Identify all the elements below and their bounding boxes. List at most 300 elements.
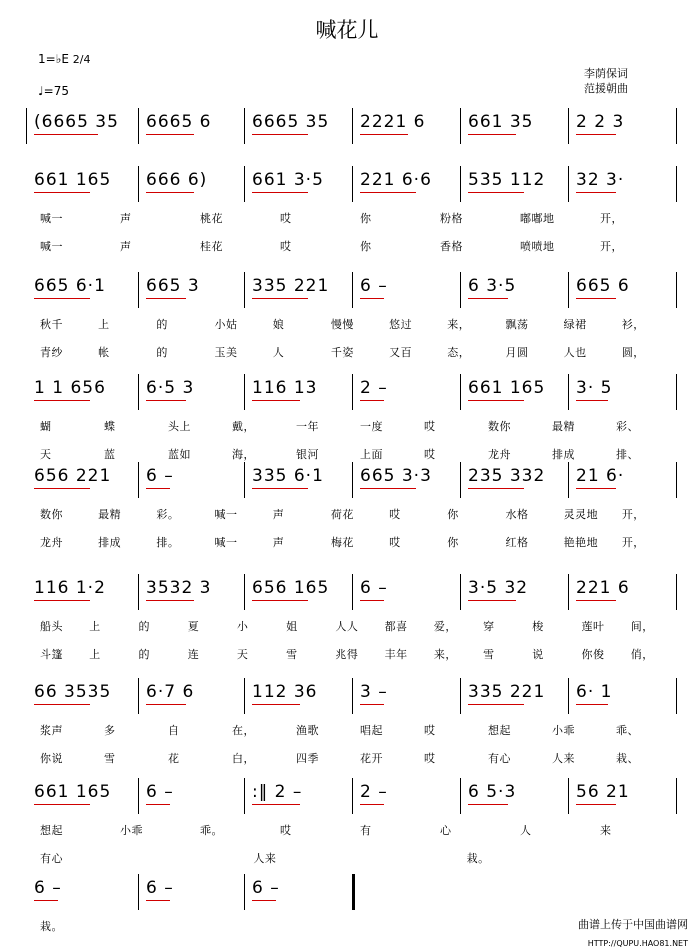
barline [244,462,245,498]
final-barline [352,874,355,910]
watermark-url: HTTP://QUPU.HAO81.NET [587,939,688,948]
measure-notes: 6 – [34,878,62,898]
lyric-word: 银河 [296,448,319,461]
lyric-word: 人 [272,346,285,359]
measure-notes: 66 3535 [34,682,112,702]
note-beam [146,192,194,193]
note-beam [468,134,516,135]
lyric-word: 头上 [168,420,191,433]
watermark-text: 曲谱上传于中国曲谱网 [578,918,688,931]
lyric-word: 梅花 [330,536,354,549]
measure-notes: 335 221 [252,276,330,296]
note-beam [468,804,508,805]
lyric-word: 来， [433,648,457,661]
lyric-word: 乖。 [200,824,223,837]
note-beam [252,488,308,489]
measure-notes: 6·7 6 [146,682,195,702]
note-beam [468,400,524,401]
barline [460,166,461,202]
lyric-word: 嘟嘟地 [520,212,555,225]
measure-notes: 6 – [146,466,174,486]
note-beam [146,900,170,901]
note-beam [252,134,308,135]
barline [138,462,139,498]
lyric-word: 莲叶 [581,620,605,633]
barline [244,778,245,814]
measure-notes: 665 6·1 [34,276,106,296]
lyric-word: 梭 [532,620,544,633]
lyric-word: 衫， [621,318,645,331]
barline [352,166,353,202]
lyric-word: 哎 [280,212,292,225]
lyric-word: 连 [187,648,200,661]
barline [568,272,569,308]
lyric-word: 彩、 [616,420,639,433]
measure-notes: 6 – [252,878,280,898]
barline [352,778,353,814]
lyric-word: 都喜 [384,620,408,633]
key-label: 1=♭E [38,52,69,66]
lyric-word: 哎 [389,536,401,549]
barline [676,374,677,410]
lyric-word: 桂花 [200,240,223,253]
measure-notes: 32 3· [576,170,625,190]
lyricist-credit: 李荫保词 [584,67,628,80]
lyric-word: 在， [232,724,255,737]
lyric-word: 姐 [286,620,298,633]
note-beam [34,134,98,135]
note-beam [146,400,186,401]
measure-notes: :‖ 2 – [252,782,303,802]
lyric-word: 蓝如 [168,448,191,461]
note-beam [576,192,616,193]
barline [138,166,139,202]
barline [568,678,569,714]
lyric-word: 爱， [433,620,457,633]
lyric-word: 帐 [98,346,110,359]
measure-notes: 3· 5 [576,378,613,398]
lyric-word: 排。 [156,536,180,549]
lyric-word: 人来 [253,852,277,865]
lyric-word: 蝶 [104,420,116,433]
barline [676,462,677,498]
key-signature [38,52,90,66]
note-beam [576,704,608,705]
lyric-word: 天 [236,648,249,661]
lyric-word: 唱起 [360,724,383,737]
measure-notes: 6 3·5 [468,276,517,296]
lyric-word: 开， [621,508,645,521]
lyric-word: 月圆 [505,346,529,359]
lyric-word: 上 [98,318,110,331]
barline [138,272,139,308]
note-beam [576,400,608,401]
lyric-word: 龙舟 [488,448,511,461]
lyric-word: 粉格 [440,212,463,225]
note-beam [468,192,524,193]
lyric-word: 白， [232,752,255,765]
barline [244,166,245,202]
lyric-word: 哎 [424,724,436,737]
lyric-word: 想起 [40,824,63,837]
measure-notes: 221 6·6 [360,170,432,190]
lyric-word: 龙舟 [40,536,63,549]
measure-notes: 3·5 32 [468,578,529,598]
note-beam [146,298,186,299]
measure-notes: 666 6) [146,170,208,190]
lyric-word: 桃花 [200,212,223,225]
measure-notes: 116 1·2 [34,578,106,598]
lyric-word: 多 [104,724,116,737]
measure-notes: 21 6· [576,466,625,486]
composer-credit: 范援朝曲 [584,82,628,95]
note-beam [360,400,384,401]
lyric-word: 上面 [360,448,383,461]
note-beam [34,298,90,299]
measure-notes: 6·5 3 [146,378,195,398]
lyric-word: 夏 [187,620,200,633]
lyric-word: 玉美 [214,346,238,359]
barline [568,462,569,498]
measure-notes: 6 – [146,782,174,802]
barline [568,778,569,814]
lyric-word: 有心 [40,852,63,865]
note-beam [360,804,384,805]
lyric-word: 兆得 [335,648,359,661]
lyric-word: 排、 [616,448,639,461]
lyric-word: 天 [40,448,52,461]
lyric-word: 飘荡 [505,318,529,331]
lyric-word: 栽、 [616,752,639,765]
lyric-word: 数你 [488,420,511,433]
lyric-word: 排成 [98,536,122,549]
note-beam [360,488,416,489]
measure-notes: 2 – [360,782,388,802]
lyric-word: 哎 [424,752,436,765]
lyric-word: 人 [520,824,532,837]
barline [460,778,461,814]
barline [568,574,569,610]
lyric-word: 人也 [563,346,587,359]
note-beam [360,192,416,193]
note-beam [34,804,90,805]
barline [460,574,461,610]
note-beam [252,804,300,805]
measure-notes: 3 – [360,682,388,702]
lyric-word: 穿 [483,620,495,633]
lyric-word: 自 [168,724,180,737]
lyric-word: 声 [272,536,285,549]
barline [460,374,461,410]
note-beam [576,298,616,299]
lyric-word: 间， [630,620,654,633]
barline [244,574,245,610]
lyric-word: 哎 [389,508,401,521]
barline [676,678,677,714]
barline [676,574,677,610]
lyric-word: 千姿 [330,346,354,359]
barline [352,462,353,498]
lyric-word: 哎 [280,824,292,837]
lyric-word: 艳艳地 [563,536,599,549]
lyric-word: 开， [600,212,623,225]
measure-notes: 335 6·1 [252,466,324,486]
lyric-word: 人人 [335,620,359,633]
lyric-word: 红格 [505,536,529,549]
lyric-word: 喊一 [40,240,63,253]
lyric-word: 排成 [552,448,575,461]
barline [138,574,139,610]
note-beam [468,704,524,705]
lyric-word: 的 [138,648,150,661]
lyric-word: 蝴 [40,420,52,433]
note-beam [34,600,90,601]
lyric-word: 喊一 [214,508,238,521]
lyric-word: 蓝 [104,448,116,461]
measure-notes: 6 – [360,276,388,296]
lyric-word: 人来 [552,752,575,765]
barline [138,108,139,144]
measure-notes: 665 6 [576,276,630,296]
lyric-word: 海， [232,448,255,461]
measure-notes: 235 332 [468,466,546,486]
lyric-word: 上 [89,648,101,661]
barline [352,374,353,410]
barline [460,678,461,714]
lyric-word: 水格 [505,508,529,521]
lyric-word: 最精 [98,508,122,521]
lyric-word: 又百 [389,346,413,359]
barline [244,678,245,714]
barline [568,374,569,410]
lyric-word: 小乖 [552,724,575,737]
measure-notes: 661 165 [34,170,112,190]
lyric-word: 青纱 [40,346,63,359]
lyric-word: 哎 [280,240,292,253]
lyric-word: 的 [138,620,150,633]
barline [676,272,677,308]
measure-notes: 6 – [360,578,388,598]
measure-notes: 6· 1 [576,682,613,702]
measure-notes: 656 221 [34,466,112,486]
measure-notes: 221 6 [576,578,630,598]
barline [244,108,245,144]
lyric-word: 彩。 [156,508,180,521]
lyric-word: 你说 [40,752,63,765]
lyric-word: 灵灵地 [563,508,599,521]
lyric-word: 喊一 [214,536,238,549]
lyric-word: 渔歌 [296,724,319,737]
lyric-word: 来， [447,318,471,331]
lyric-word: 的 [156,318,168,331]
measure-notes: 2 2 3 [576,112,625,132]
lyric-word: 你 [360,212,372,225]
measure-notes: 665 3 [146,276,200,296]
barline [352,678,353,714]
lyric-word: 娘 [272,318,285,331]
lyric-word: 你 [447,508,459,521]
lyric-word: 上 [89,620,101,633]
measure-notes: 665 3·3 [360,466,432,486]
lyric-word: 四季 [296,752,319,765]
barline [352,272,353,308]
note-beam [252,900,276,901]
barline [460,462,461,498]
note-beam [360,298,384,299]
measure-notes: 2 – [360,378,388,398]
note-beam [252,400,300,401]
measure-notes: 656 165 [252,578,330,598]
lyric-word: 你俊 [581,648,605,661]
note-beam [252,298,308,299]
lyric-word: 悠过 [389,318,413,331]
barline [568,108,569,144]
measure-notes: 661 35 [468,112,534,132]
lyric-word: 栽。 [466,852,490,865]
lyric-word: 态， [447,346,471,359]
lyric-word: 说 [532,648,544,661]
lyric-word: 有心 [488,752,511,765]
score-title: 喊花儿 [315,18,379,42]
barline [244,272,245,308]
lyric-word: 花开 [360,752,383,765]
note-beam [468,298,508,299]
lyric-word: 雪 [483,648,495,661]
lyric-word: 哎 [424,420,436,433]
lyric-word: 喷喷地 [520,240,555,253]
note-beam [146,804,170,805]
lyric-word: 数你 [40,508,63,521]
measure-notes: (6665 35 [34,112,119,132]
barline [138,374,139,410]
measure-notes: 116 13 [252,378,318,398]
measure-notes: 3532 3 [146,578,212,598]
lyric-word: 小姑 [214,318,238,331]
note-beam [146,488,170,489]
note-beam [34,900,58,901]
lyric-word: 开， [600,240,623,253]
lyric-word: 一度 [360,420,383,433]
barline [676,166,677,202]
measure-notes: 6 5·3 [468,782,517,802]
lyric-word: 的 [156,346,168,359]
barline [568,166,569,202]
lyric-word: 一年 [296,420,319,433]
note-beam [468,488,524,489]
note-beam [34,704,90,705]
lyric-word: 小 [236,620,249,633]
lyric-word: 慢慢 [330,318,354,331]
note-beam [360,134,408,135]
note-beam [146,600,194,601]
measure-notes: 535 112 [468,170,546,190]
note-beam [34,192,90,193]
lyric-word: 雪 [286,648,298,661]
note-beam [576,600,616,601]
measure-notes: 112 36 [252,682,318,702]
barline [352,108,353,144]
lyric-word: 哎 [424,448,436,461]
measure-notes: 661 165 [468,378,546,398]
lyric-word: 浆声 [40,724,63,737]
measure-notes: 6665 6 [146,112,212,132]
lyric-word: 圆， [621,346,645,359]
lyric-word: 小乖 [120,824,143,837]
barline [676,108,677,144]
note-beam [146,704,186,705]
lyric-word: 绿裙 [563,318,587,331]
measure-notes: 56 21 [576,782,630,802]
measure-notes: 1 1 656 [34,378,106,398]
measure-notes: 335 221 [468,682,546,702]
note-beam [252,192,308,193]
lyric-word: 俏， [630,648,654,661]
note-beam [146,134,194,135]
lyric-word: 声 [120,212,132,225]
note-beam [34,488,90,489]
lyric-word: 丰年 [384,648,408,661]
lyric-word: 最精 [552,420,575,433]
measure-notes: 6665 35 [252,112,330,132]
lyric-word: 来 [600,824,612,837]
barline [352,574,353,610]
note-beam [34,400,90,401]
lyric-word: 有 [360,824,372,837]
lyric-word: 开， [621,536,645,549]
barline [244,374,245,410]
tempo-mark: ♩=75 [38,84,69,98]
measure-notes: 661 165 [34,782,112,802]
credits [584,66,628,96]
lyric-word: 声 [120,240,132,253]
note-beam [252,600,308,601]
lyric-word: 雪 [104,752,116,765]
note-beam [576,488,616,489]
lyric-word: 喊一 [40,212,63,225]
lyric-word: 你 [447,536,459,549]
note-beam [252,704,300,705]
lyric-word: 船头 [40,620,63,633]
lyric-word: 秋千 [40,318,63,331]
note-beam [576,804,616,805]
note-beam [360,600,384,601]
note-beam [360,704,384,705]
lyric-word: 心 [440,824,452,837]
meter-label: 2/4 [72,53,91,66]
lyric-word: 香格 [440,240,463,253]
measure-notes: 6 – [146,878,174,898]
barline [138,778,139,814]
lyric-word: 声 [272,508,285,521]
lyric-word: 花 [168,752,180,765]
lyric-word: 荷花 [330,508,354,521]
lyric-word: 斗篷 [40,648,63,661]
lyric-word: 你 [360,240,372,253]
barline [138,874,139,910]
lyric-word: 栽。 [40,920,63,933]
measure-notes: 661 3·5 [252,170,324,190]
barline [26,108,27,144]
measure-notes: 2221 6 [360,112,426,132]
lyric-word: 乖、 [616,724,639,737]
barline [676,778,677,814]
lyric-word: 想起 [488,724,511,737]
barline [244,874,245,910]
barline [138,678,139,714]
barline [460,272,461,308]
note-beam [576,134,616,135]
note-beam [468,600,516,601]
